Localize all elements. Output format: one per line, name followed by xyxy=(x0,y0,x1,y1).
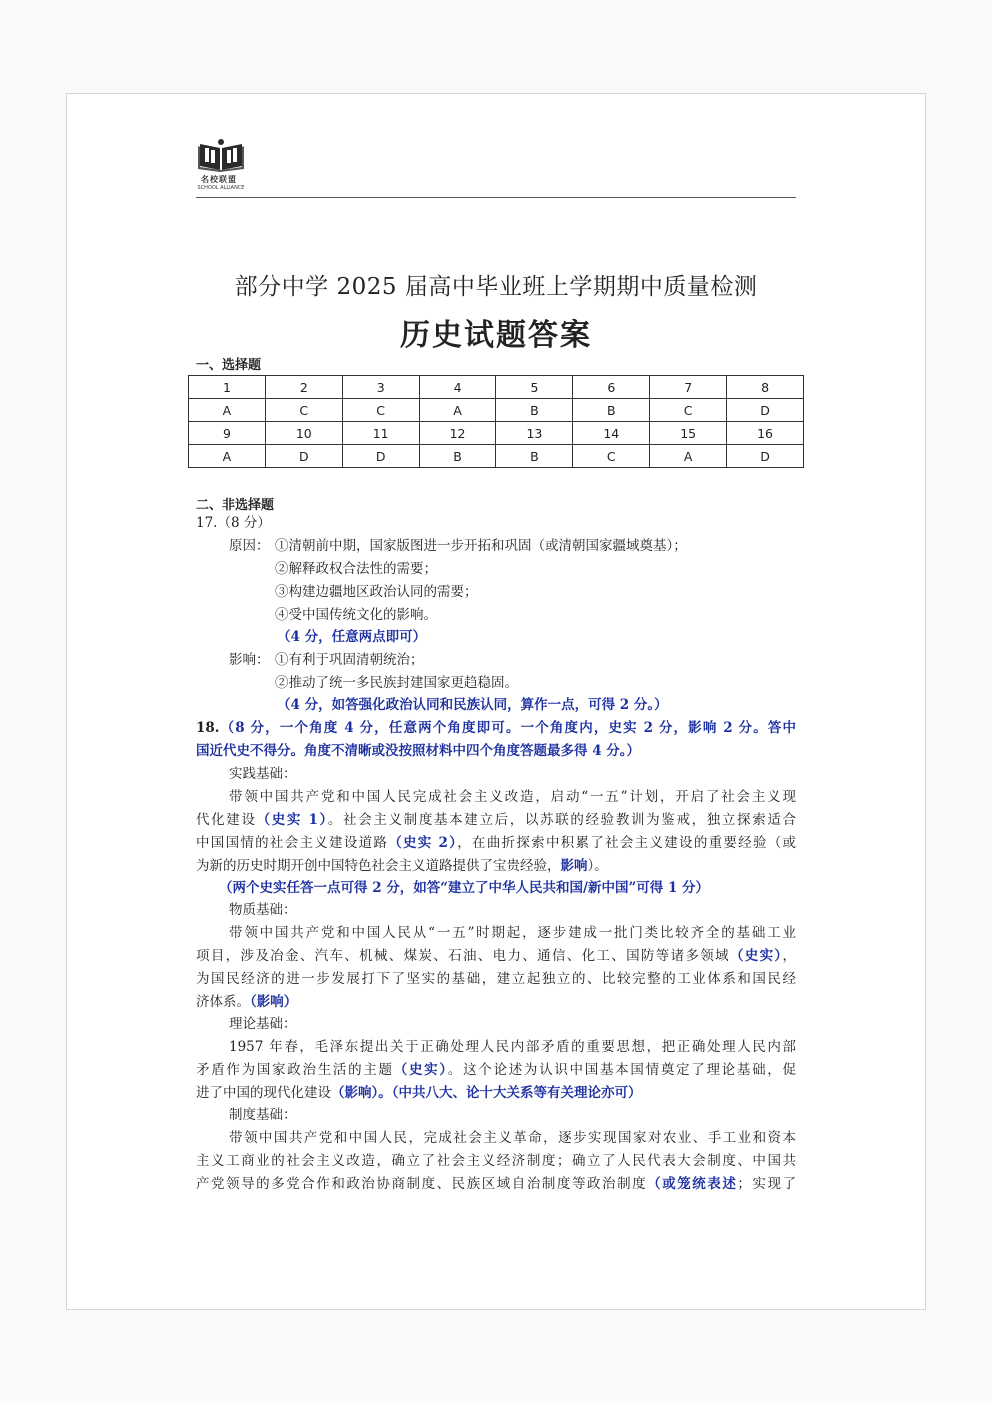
q18-label: 18. xyxy=(196,720,220,736)
table-cell: 16 xyxy=(727,422,804,445)
practice-l2 xyxy=(196,809,796,832)
q17-reason-label: 原因： xyxy=(229,538,270,554)
table-cell: C xyxy=(573,445,650,468)
q17-reason-note: （4 分，任意两点即可） xyxy=(277,629,427,645)
table-cell: 14 xyxy=(573,422,650,445)
table-cell: 7 xyxy=(650,376,727,399)
text-span: 矛盾作为国家政治生活的主题 xyxy=(196,1062,394,1078)
q17-label: 17.（8 分） xyxy=(196,515,271,531)
logo-name-en: SCHOOL ALLIANCE xyxy=(197,185,245,191)
fact-tag: （史实 1） xyxy=(256,812,328,828)
impact-tag: 影响 xyxy=(560,858,588,874)
text-span: 代化建设 xyxy=(196,812,257,828)
table-cell: D xyxy=(727,445,804,468)
system-l2: 主义工商业的社会主义改造，确立了社会主义经济制度；确立了人民代表大会制度、中国共 xyxy=(196,1153,796,1169)
table-row xyxy=(189,376,804,399)
logo-name-cn: 名校联盟 xyxy=(201,175,237,184)
table-cell: 8 xyxy=(727,376,804,399)
q18-note-line2: 国近代史不得分。角度不清晰或没按照材料中四个角度答题最多得 4 分。） xyxy=(196,743,641,759)
system-l1: 带领中国共产党和中国人民，完成社会主义革命，逐步实现国家对农业、手工业和资本 xyxy=(229,1130,796,1146)
table-cell: 11 xyxy=(342,422,419,445)
practice-note: （两个史实任答一点可得 2 分，如答“建立了中华人民共和国/新中国”可得 1 分） xyxy=(219,880,710,896)
table-cell: 5 xyxy=(496,376,573,399)
theory-l3 xyxy=(196,1082,642,1105)
system-heading: 制度基础： xyxy=(229,1107,297,1123)
choice-answer-table xyxy=(188,375,804,468)
q17-reason-3: ③构建边疆地区政治认同的需要； xyxy=(275,584,478,600)
fact-tag: （或笼统表述 xyxy=(647,1176,738,1192)
material-heading: 物质基础： xyxy=(229,902,297,918)
impact-tag: （影响）。（中共八大、论十大关系等有关理论亦可） xyxy=(331,1085,642,1101)
q17-impact-note: （4 分，如答强化政治认同和民族认同，算作一点，可得 2 分。） xyxy=(277,697,668,713)
fact-tag: （史实） xyxy=(729,948,783,964)
theory-heading: 理论基础： xyxy=(229,1016,297,1032)
system-l3 xyxy=(196,1173,796,1196)
book-icon xyxy=(196,138,246,172)
school-alliance-logo xyxy=(194,138,248,194)
table-cell: B xyxy=(573,399,650,422)
table-cell: 13 xyxy=(496,422,573,445)
text-span: 济体系。 xyxy=(196,994,250,1010)
material-l2 xyxy=(196,945,796,968)
answer-title: 历史试题答案 xyxy=(400,318,592,353)
table-row xyxy=(189,422,804,445)
exam-title: 部分中学 2025 届高中毕业班上学期期中质量检测 xyxy=(234,274,758,300)
q17-impact-label: 影响： xyxy=(229,652,270,668)
text-span: ）。 xyxy=(587,858,608,874)
table-cell: 1 xyxy=(189,376,266,399)
table-cell: 12 xyxy=(419,422,496,445)
table-cell: 6 xyxy=(573,376,650,399)
table-row xyxy=(189,399,804,422)
table-cell: 9 xyxy=(189,422,266,445)
table-row xyxy=(189,445,804,468)
table-cell: B xyxy=(419,445,496,468)
fact-tag: （史实） xyxy=(393,1062,448,1078)
table-cell: B xyxy=(496,445,573,468)
text-span: 项目，涉及冶金、汽车、机械、煤炭、石油、电力、通信、化工、国防等诸多领域 xyxy=(196,948,730,964)
table-cell: C xyxy=(342,399,419,422)
table-cell: A xyxy=(650,445,727,468)
q18-note-text: （8 分，一个角度 4 分，任意两个角度即可。一个角度内，史实 2 分，影响 2 分。答中 xyxy=(219,720,796,736)
table-cell: D xyxy=(727,399,804,422)
table-cell: D xyxy=(342,445,419,468)
q18-note-line1 xyxy=(196,717,796,740)
q17-impact-1: ①有利于巩固清朝统治； xyxy=(275,652,424,668)
practice-heading: 实践基础： xyxy=(229,766,297,782)
text-span: 。社会主义制度基本建立后，以苏联的经验教训为鉴戒，独立探索适合 xyxy=(327,812,797,828)
theory-l1: 1957 年春，毛泽东提出关于正确处理人民内部矛盾的重要思想，把正确处理人民内部 xyxy=(229,1039,796,1055)
text-span: ；实现了 xyxy=(737,1176,797,1192)
text-span: 产党领导的多党合作和政治协商制度、民族区域自治制度等政治制度 xyxy=(196,1176,648,1192)
text-span: 为新的历史时期开创中国特色社会主义道路提供了宝贵经验， xyxy=(196,858,561,874)
text-span: 中国国情的社会主义建设道路 xyxy=(196,835,389,851)
table-cell: B xyxy=(496,399,573,422)
text-span: 。这个论述为认识中国基本国情奠定了理论基础，促 xyxy=(447,1062,797,1078)
table-cell: A xyxy=(189,399,266,422)
table-cell: 15 xyxy=(650,422,727,445)
material-l4 xyxy=(196,991,297,1014)
text-span: 进了中国的现代化建设 xyxy=(196,1085,331,1101)
table-cell: D xyxy=(265,445,342,468)
table-cell: 2 xyxy=(265,376,342,399)
practice-l4 xyxy=(196,855,608,878)
table-cell: 10 xyxy=(265,422,342,445)
text-span: ， xyxy=(782,948,797,964)
theory-l2 xyxy=(196,1059,796,1082)
table-cell: 4 xyxy=(419,376,496,399)
practice-l1: 带领中国共产党和中国人民完成社会主义改造，启动“一五”计划，开启了社会主义现 xyxy=(229,789,796,805)
header-divider xyxy=(196,197,796,198)
fact-tag: （史实 2） xyxy=(388,835,458,851)
table-cell: A xyxy=(419,399,496,422)
text-span: ，在曲折探索中积累了社会主义建设的重要经验（或 xyxy=(457,835,797,851)
section-choice-heading: 一、选择题 xyxy=(196,358,262,373)
material-l3: 为国民经济的进一步发展打下了坚实的基础，建立起独立的、比较完整的工业体系和国民经 xyxy=(196,971,796,987)
table-cell: A xyxy=(189,445,266,468)
table-cell: C xyxy=(650,399,727,422)
table-cell: 3 xyxy=(342,376,419,399)
q17-reason-1: ①清朝前中期，国家版图进一步开拓和巩固（或清朝国家疆域奠基）； xyxy=(275,538,687,554)
q17-impact-2: ②推动了统一多民族封建国家更趋稳固。 xyxy=(275,675,518,691)
material-l1: 带领中国共产党和中国人民从“一五”时期起，逐步建成一批门类比较齐全的基础工业 xyxy=(229,925,796,941)
table-cell: C xyxy=(265,399,342,422)
impact-tag: （影响） xyxy=(250,994,298,1010)
practice-l3 xyxy=(196,832,796,855)
section-open-heading: 二、非选择题 xyxy=(196,498,275,513)
q17-reason-4: ④受中国传统文化的影响。 xyxy=(275,607,437,623)
q17-reason-2: ②解释政权合法性的需要； xyxy=(275,561,437,577)
